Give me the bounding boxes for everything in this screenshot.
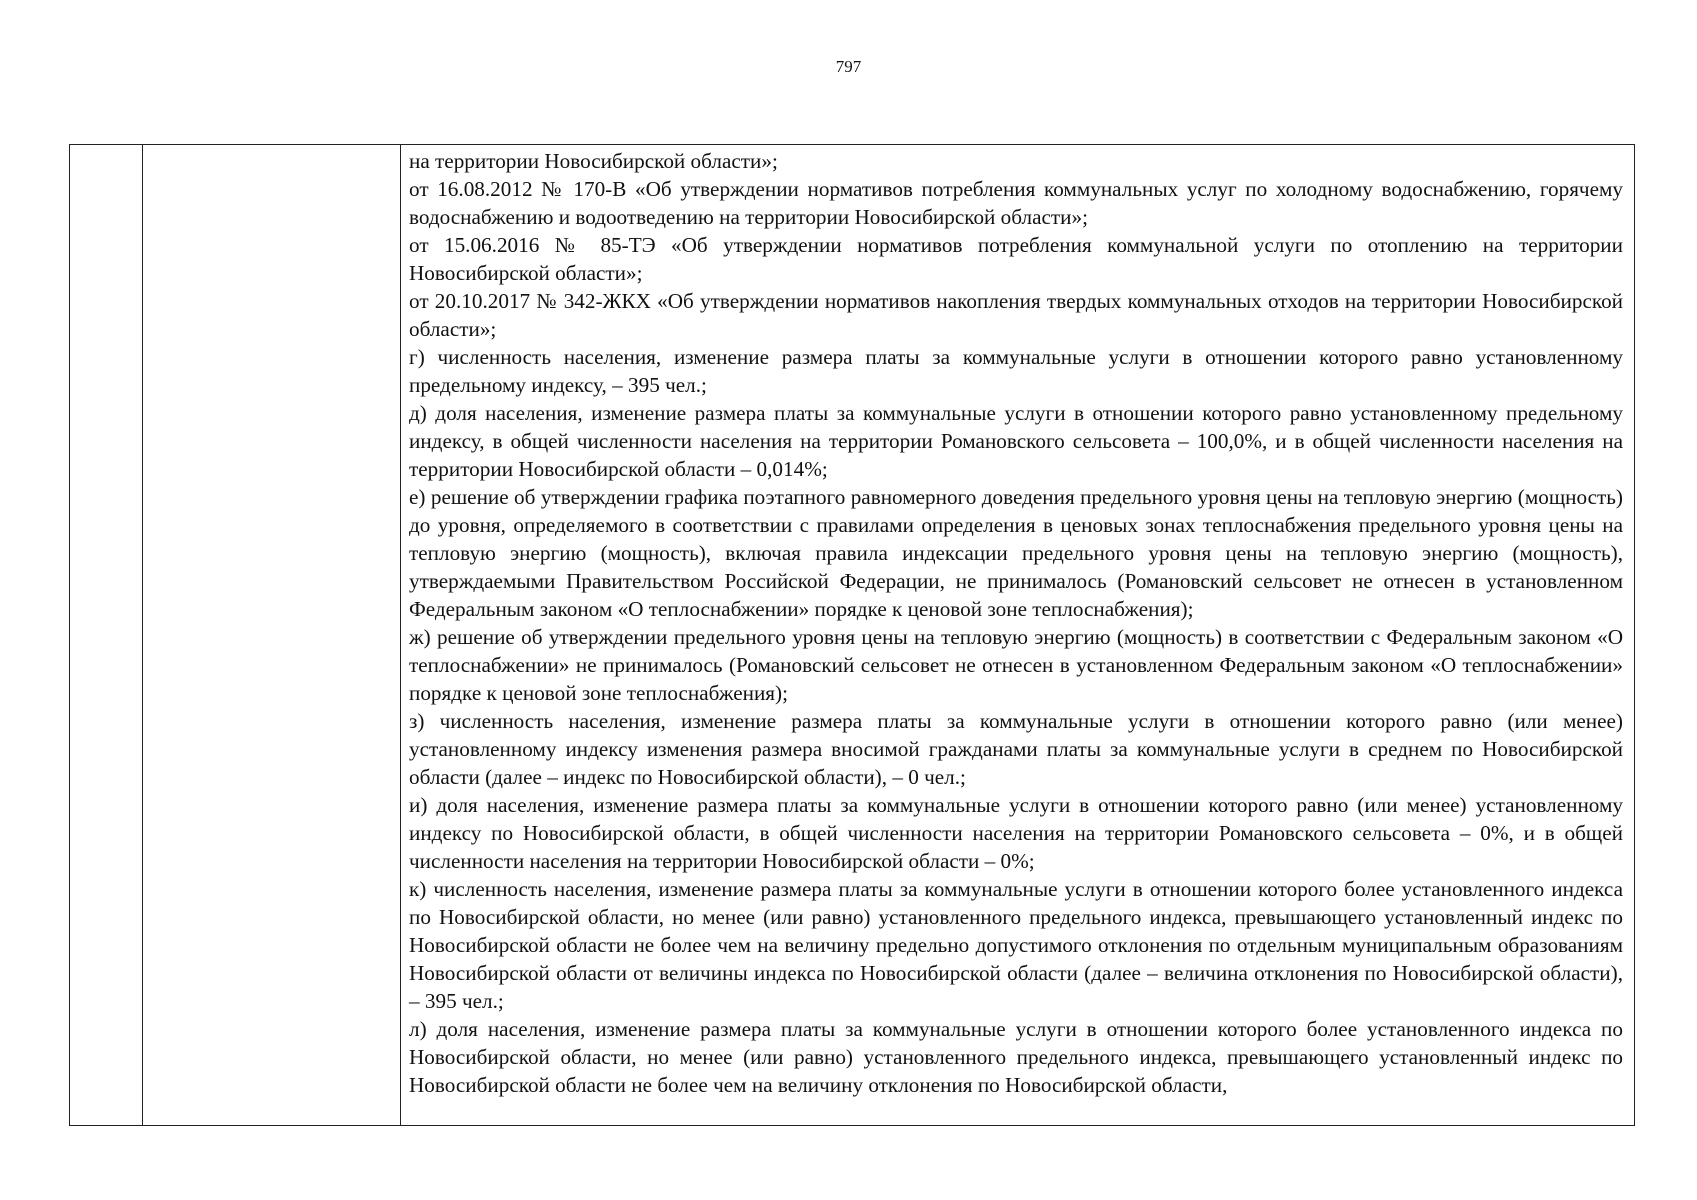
column-divider-1 — [142, 145, 143, 1125]
paragraph-3: от 15.06.2016 № 85-ТЭ «Об утверждении нормативов потребления коммунальной услуги по отоплению на территории Новосибирской области»; — [409, 233, 1623, 285]
document-table — [69, 144, 1635, 1126]
paragraph-item-e: е) решение об утверждении графика поэтапного равномерного доведения предельного уровня цены на тепловую энергию (мощность) до уровня, определяемого в соответствии с правилами определения в ценовых зонах теплоснабжения предельного уровня цены на тепловую энергию (мощность), включая правила индексации предельного уровня цены на тепловую энергию (мощность), утверждаемыми Правительством Российской Федерации, не принималось (Романовский сельсовет не отнесен в установленном Федеральным законом «О теплоснабжении» порядке к ценовой зоне теплоснабжения); — [409, 485, 1623, 621]
paragraph-4: от 20.10.2017 № 342-ЖКХ «Об утверждении нормативов накопления твердых коммунальных отходов на территории Новосибирской области»; — [409, 289, 1623, 341]
paragraph-item-i: и) доля населения, изменение размера платы за коммунальные услуги в отношении которого равно (или менее) установленному индексу по Новосибирской области, в общей численности населения на территории Романовского сельсовета – 0%, и в общей численности населения на территории Новосибирской области – 0%; — [409, 793, 1623, 873]
paragraph-item-z: з) численность населения, изменение размера платы за коммунальные услуги в отношении которого равно (или менее) установленному индексу изменения размера вносимой гражданами платы за коммунальные услуги в среднем по Новосибирской области (далее – индекс по Новосибирской области), – 0 чел.; — [409, 709, 1623, 789]
table-cell-text — [409, 147, 1623, 1099]
paragraph-1: на территории Новосибирской области»; — [409, 149, 778, 173]
paragraph-2: от 16.08.2012 № 170-В «Об утверждении нормативов потребления коммунальных услуг по холодному водоснабжению, горячему водоснабжению и водоотведению на территории Новосибирской области»; — [409, 177, 1623, 229]
page-number: 797 — [835, 57, 862, 76]
paragraph-item-g: г) численность населения, изменение размера платы за коммунальные услуги в отношении которого равно установленному предельному индексу, – 395 чел.; — [409, 345, 1623, 397]
paragraph-item-zh: ж) решение об утверждении предельного уровня цены на тепловую энергию (мощность) в соответствии с Федеральным законом «О теплоснабжении» не принималось (Романовский сельсовет не отнесен в установленном Федеральным законом «О теплоснабжении» порядке к ценовой зоне теплоснабжения); — [409, 625, 1623, 705]
column-divider-2 — [400, 145, 401, 1125]
paragraph-item-k: к) численность населения, изменение размера платы за коммунальные услуги в отношении которого более установленного индекса по Новосибирской области, но менее (или равно) установленного предельного индекса, превышающего установленный индекс по Новосибирской области не более чем на величину предельно допустимого отклонения по отдельным муниципальным образованиям Новосибирской области от величины индекса по Новосибирской области (далее – величина отклонения по Новосибирской области), – 395 чел.; — [409, 877, 1623, 1013]
paragraph-item-l: л) доля населения, изменение размера платы за коммунальные услуги в отношении которого более установленного индекса по Новосибирской области, но менее (или равно) установленного предельного индекса, превышающего установленный индекс по Новосибирской области не более чем на величину отклонения по Новосибирской области, — [409, 1017, 1623, 1097]
paragraph-item-d: д) доля населения, изменение размера платы за коммунальные услуги в отношении которого равно установленному предельному индексу, в общей численности населения на территории Романовского сельсовета – 100,0%, и в общей численности населения на территории Новосибирской области – 0,014%; — [409, 401, 1623, 481]
